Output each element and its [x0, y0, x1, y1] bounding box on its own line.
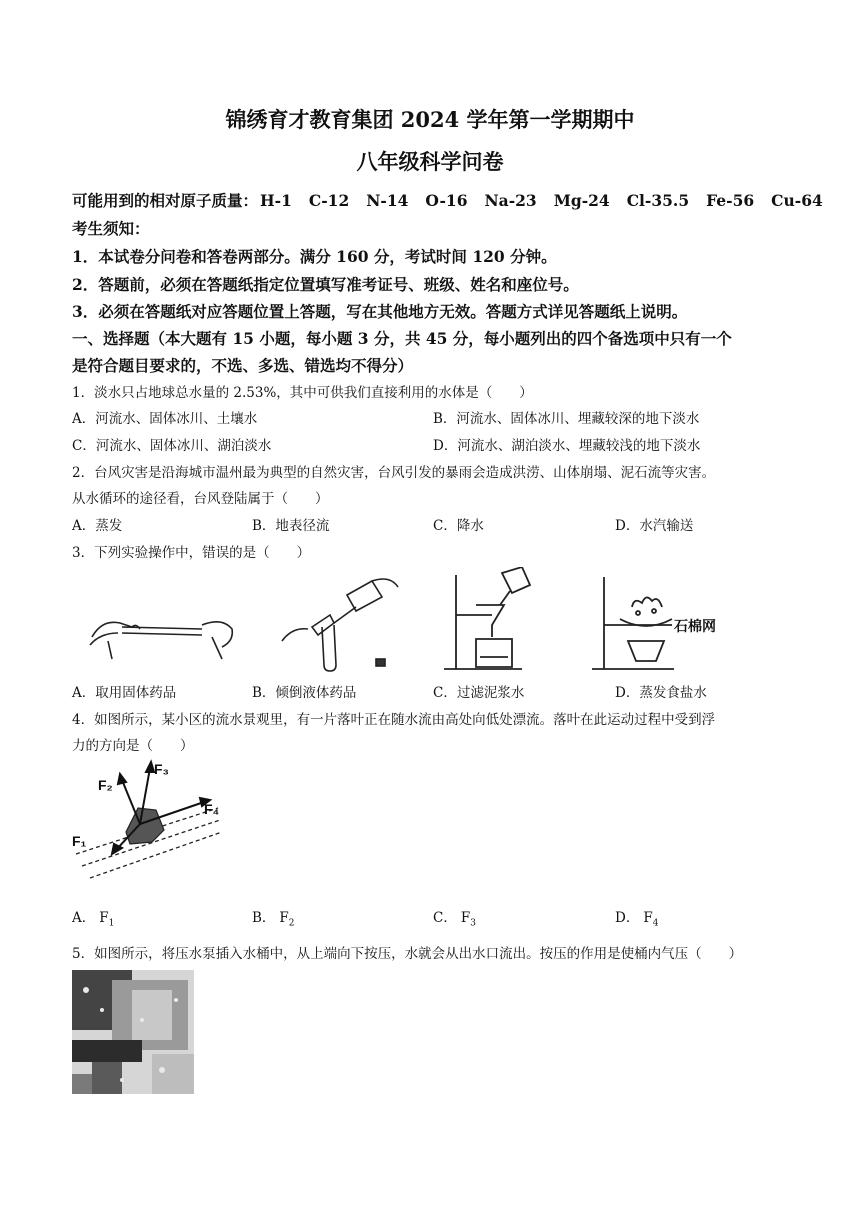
asbestos-net-label: 石棉网 — [674, 618, 716, 634]
question-4-option-d: D． $F_4$ — [615, 910, 659, 929]
question-4-option-c: C． $F_3$ — [433, 910, 476, 929]
pouring-liquid-illustration — [282, 579, 398, 671]
atomic-mass-label: 可能用到的相对原子质量： — [72, 191, 259, 210]
page-title: 锦绣育才教育集团 2024 学年第一学期期中 — [225, 107, 635, 132]
atomic-mass-item: Cl-35.5 — [626, 191, 690, 210]
evaporation-illustration — [592, 577, 674, 669]
atomic-mass-item: N-14 — [366, 191, 409, 210]
notice-item-3: 3．必须在答题纸对应答题位置上答题，写在其他地方无效。答题方式详见答题纸上说明。 — [72, 302, 688, 321]
page-subtitle: 八年级科学问卷 — [356, 149, 504, 174]
atomic-mass-item: Cu-64 — [771, 191, 823, 210]
atomic-mass-item: C-12 — [308, 191, 350, 210]
atomic-mass-item: Mg-24 — [553, 191, 610, 210]
question-1-option-d: D．河流水、湖泊淡水、埋藏较浅的地下淡水 — [433, 438, 701, 454]
force-f3-label: F₃ — [154, 761, 170, 777]
solid-reagent-illustration — [90, 622, 232, 659]
question-2-option-d: D．水汽输送 — [615, 518, 694, 534]
question-2-stem-line1: 2．台风灾害是沿海城市温州最为典型的自然灾害，台风引发的暴雨会造成洪涝、山体崩塌、泥石流等灾害。 — [72, 465, 716, 481]
question-1-option-c: C．河流水、固体冰川、湖泊淡水 — [72, 438, 272, 454]
force-f2-label: F₂ — [98, 777, 113, 793]
notice-heading: 考生须知： — [72, 219, 150, 238]
question-3-option-a: A．取用固体药品 — [72, 685, 177, 701]
question-2-stem-line2: 从水循环的途径看，台风登陆属于（ ） — [72, 491, 329, 507]
question-3-option-d: D．蒸发食盐水 — [615, 685, 707, 701]
question-1-option-a: A．河流水、固体冰川、土壤水 — [72, 411, 258, 427]
question-2-option-b: B．地表径流 — [252, 518, 330, 534]
force-f4-label: F₄ — [204, 801, 220, 817]
question-1-option-b: B．河流水、固体冰川、埋藏较深的地下淡水 — [433, 411, 700, 427]
atomic-mass-item: O-16 — [425, 191, 468, 210]
force-f1-label: F₁ — [72, 833, 87, 849]
question-4-option-a: A． $F_1$ — [72, 910, 115, 929]
atomic-mass-item: H-1 — [260, 191, 292, 210]
question-3-stem: 3．下列实验操作中，错误的是（ ） — [72, 545, 311, 561]
question-4-figure — [68, 758, 226, 886]
atomic-mass-line — [72, 189, 823, 211]
atomic-mass-item: Na-23 — [484, 191, 537, 210]
section-heading-line2: 是符合题目要求的，不选、多选、错选均不得分） — [72, 356, 414, 375]
notice-item-2: 2．答题前，必须在答题纸指定位置填写准考证号、班级、姓名和座位号。 — [72, 275, 579, 294]
question-4-option-b: B． $F_2$ — [252, 910, 295, 929]
section-heading-line1: 一、选择题（本大题有 15 小题，每小题 3 分，共 45 分，每小题列出的四个备选项中只有一个 — [72, 329, 732, 348]
notice-item-1: 1．本试卷分问卷和答卷两部分。满分 160 分，考试时间 120 分钟。 — [72, 247, 557, 266]
question-5-photo — [72, 970, 194, 1094]
question-4-stem-line2: 力的方向是（ ） — [72, 738, 194, 754]
question-3-option-c: C．过滤泥浆水 — [433, 685, 525, 701]
question-2-option-c: C．降水 — [433, 518, 484, 534]
question-2-option-a: A．蒸发 — [72, 518, 123, 534]
question-4-stem-line1: 4．如图所示，某小区的流水景观里，有一片落叶正在随水流由高处向低处漂流。落叶在此运动过程中受到浮 — [72, 712, 716, 728]
question-5-stem: 5．如图所示，将压水泵插入水桶中，从上端向下按压，水就会从出水口流出。按压的作用是使桶内气压（ ） — [72, 946, 743, 962]
atomic-mass-item: Fe-56 — [706, 191, 755, 210]
question-3-figure — [72, 567, 736, 675]
question-3-option-b: B．倾倒液体药品 — [252, 685, 357, 701]
filtration-illustration — [444, 567, 530, 669]
question-1-stem: 1．淡水只占地球总水量的 2.53%，其中可供我们直接利用的水体是（ ） — [72, 385, 533, 401]
